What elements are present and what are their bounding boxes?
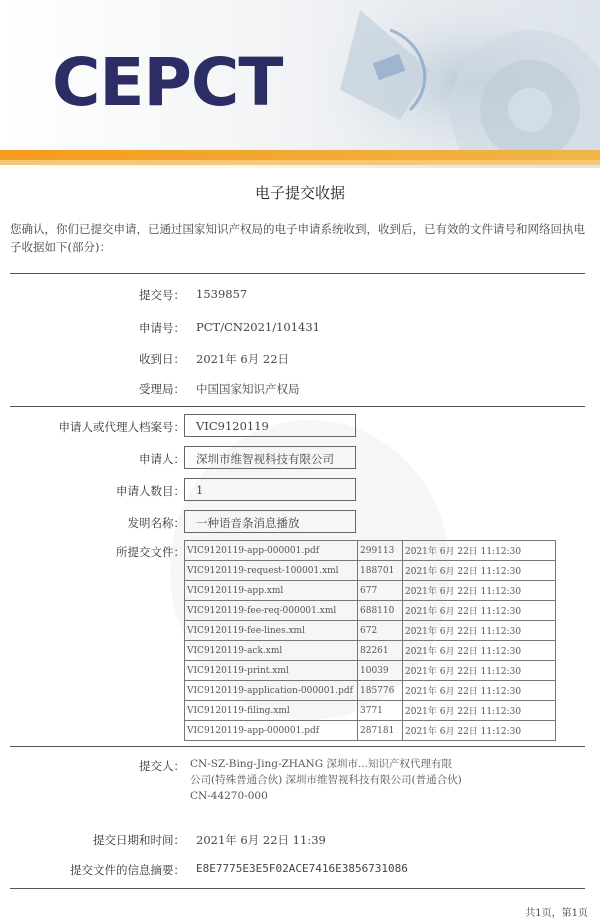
file-name: VIC9120119-fee-req-000001.xml — [185, 601, 358, 621]
file-time: 2021年 6月 22日 11:12:30 — [403, 541, 556, 561]
field-label: 提交日期和时间： — [93, 833, 185, 847]
table-row — [185, 641, 556, 661]
field-label: 提交文件的信息摘要： — [70, 863, 185, 877]
table-row — [185, 601, 556, 621]
submitter-line: CN-44270-000 — [190, 790, 268, 802]
divider — [10, 888, 585, 889]
file-name: VIC9120119-app.xml — [185, 581, 358, 601]
files-table — [184, 540, 556, 741]
file-name: VIC9120119-app-000001.pdf — [185, 541, 358, 561]
applicant-box — [184, 446, 356, 469]
file-name: VIC9120119-filing.xml — [185, 701, 358, 721]
field-label: 提交号： — [139, 288, 185, 302]
file-time: 2021年 6月 22日 11:12:30 — [403, 601, 556, 621]
table-row — [185, 721, 556, 741]
field-label: 发明名称： — [127, 516, 185, 530]
file-name: VIC9120119-app-000001.pdf — [185, 721, 358, 741]
submitter-line: CN-SZ-Bing-Jing-ZHANG 深圳市...知识产权代理有限 — [190, 758, 452, 770]
field-value: E8E7775E3E5F02ACE7416E3856731086 — [196, 862, 408, 875]
table-row — [185, 561, 556, 581]
document-title: 电子提交收据 — [254, 184, 345, 202]
file-time: 2021年 6月 22日 11:12:30 — [403, 681, 556, 701]
field-value: 2021年 6月 22日 — [196, 352, 290, 366]
file-time: 2021年 6月 22日 11:12:30 — [403, 701, 556, 721]
file-time: 2021年 6月 22日 11:12:30 — [403, 721, 556, 741]
file-size: 188701 — [358, 561, 403, 581]
file-size: 185776 — [358, 681, 403, 701]
field-value: 深圳市维智视科技有限公司 — [196, 452, 334, 466]
file-time: 2021年 6月 22日 11:12:30 — [403, 561, 556, 581]
field-label: 申请号： — [139, 321, 185, 335]
file-size: 287181 — [358, 721, 403, 741]
file-size: 672 — [358, 621, 403, 641]
reference-box — [184, 414, 356, 437]
table-row — [185, 701, 556, 721]
field-label: 申请人数目： — [116, 484, 185, 498]
field-value: 2021年 6月 22日 11:39 — [196, 833, 326, 847]
header-banner — [0, 0, 600, 168]
field-value: 中国国家知识产权局 — [196, 382, 300, 396]
table-row — [185, 621, 556, 641]
file-name: VIC9120119-ack.xml — [185, 641, 358, 661]
field-label: 申请人或代理人档案号： — [58, 420, 185, 434]
globe-decoration-icon — [320, 0, 600, 150]
file-time: 2021年 6月 22日 11:12:30 — [403, 661, 556, 681]
table-row — [185, 681, 556, 701]
intro-text: 您确认，你们已提交申请，已通过国家知识产权局的电子申请系统收到，收到后，已有效的文件请号和网络回执电子收据如下(部分)： — [10, 222, 585, 254]
submitter-line: 公司(特殊普通合伙) 深圳市维智视科技有限公司(普通合伙) — [190, 774, 462, 786]
field-label: 收到日： — [139, 352, 185, 366]
file-time: 2021年 6月 22日 11:12:30 — [403, 641, 556, 661]
file-name: VIC9120119-application-000001.pdf — [185, 681, 358, 701]
file-size: 677 — [358, 581, 403, 601]
field-value: 一种语音条消息播放 — [196, 516, 300, 530]
title-box — [184, 510, 356, 533]
field-label: 申请人： — [139, 452, 185, 466]
field-value: 1 — [196, 483, 204, 497]
table-row — [185, 581, 556, 601]
file-size: 688110 — [358, 601, 403, 621]
file-name: VIC9120119-request-100001.xml — [185, 561, 358, 581]
file-size: 299113 — [358, 541, 403, 561]
field-label: 受理局： — [139, 382, 185, 396]
page-indicator: 共1页，第1页 — [525, 908, 588, 919]
field-label: 提交人： — [139, 759, 185, 773]
table-row — [185, 541, 556, 561]
divider — [10, 406, 585, 407]
orange-stripe — [0, 150, 600, 160]
table-row — [185, 661, 556, 681]
file-time: 2021年 6月 22日 11:12:30 — [403, 621, 556, 641]
field-label: 所提交文件： — [116, 545, 185, 559]
divider — [10, 273, 585, 274]
submitter-value — [190, 756, 570, 804]
field-value: 1539857 — [196, 287, 248, 301]
field-value: VIC9120119 — [196, 419, 269, 433]
divider — [10, 746, 585, 747]
file-size: 10039 — [358, 661, 403, 681]
cepct-logo: CEPCT — [52, 44, 283, 121]
file-time: 2021年 6月 22日 11:12:30 — [403, 581, 556, 601]
count-box — [184, 478, 356, 501]
yellow-stripe — [0, 160, 600, 165]
file-name: VIC9120119-print.xml — [185, 661, 358, 681]
file-size: 82261 — [358, 641, 403, 661]
field-value: PCT/CN2021/101431 — [196, 320, 320, 334]
file-size: 3771 — [358, 701, 403, 721]
file-name: VIC9120119-fee-lines.xml — [185, 621, 358, 641]
